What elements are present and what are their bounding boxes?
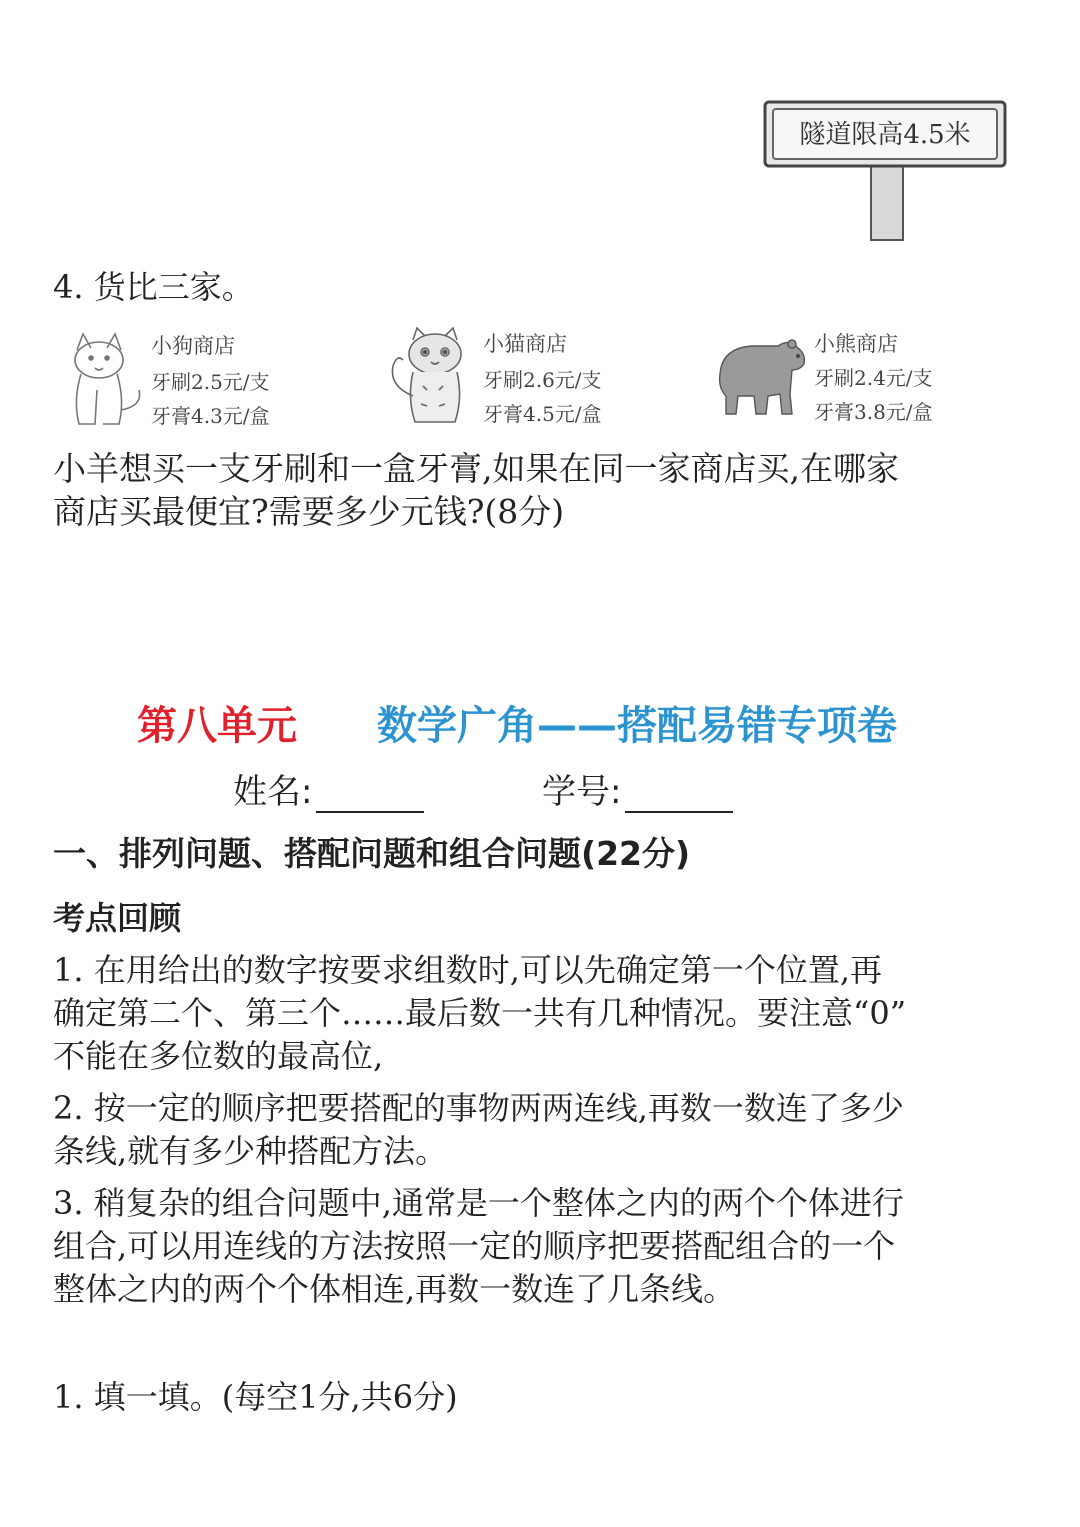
toothpaste-price: 牙膏4.5元/盒: [483, 402, 602, 426]
bear-icon: [712, 334, 808, 418]
cat-icon: [383, 326, 479, 426]
id-label: 学号:: [542, 772, 622, 812]
question-4-heading: 4. 货比三家。: [53, 268, 254, 306]
unit-label: 第八单元: [137, 703, 297, 749]
toothpaste-price: 牙膏4.3元/盒: [151, 404, 270, 428]
section-heading: 一、排列问题、搭配问题和组合问题(22分): [53, 834, 691, 873]
sign-text: 隧道限高4.5米: [799, 120, 971, 150]
name-label: 姓名:: [233, 772, 313, 812]
shop-name: 小猫商店: [483, 332, 567, 356]
question-1-heading: 1. 填一填。(每空1分,共6分): [53, 1378, 458, 1416]
review-line: 条线,就有多少种搭配方法。: [53, 1132, 448, 1170]
review-line: 3. 稍复杂的组合问题中,通常是一个整体之内的两个个体进行: [53, 1184, 904, 1222]
question-line: 小羊想买一支牙刷和一盒牙膏,如果在同一家商店买,在哪家: [53, 449, 899, 488]
toothpaste-price: 牙膏3.8元/盒: [814, 400, 933, 424]
review-point-1: [53, 949, 1038, 1078]
shop-dog: [55, 322, 345, 432]
toothbrush-price: 牙刷2.6元/支: [483, 368, 602, 392]
name-blank[interactable]: [316, 779, 424, 813]
question-4-text: [53, 447, 1033, 533]
shop-cat: [383, 322, 673, 432]
review-line: 2. 按一定的顺序把要搭配的事物两两连线,再数一数连了多少: [53, 1089, 904, 1127]
tunnel-height-sign: [763, 100, 1007, 242]
toothbrush-price: 牙刷2.4元/支: [814, 366, 933, 390]
shop-bear: [712, 322, 1012, 432]
name-field: [233, 764, 424, 813]
question-line: 商店买最便宜?需要多少元钱?(8分): [53, 492, 565, 531]
dog-icon: [55, 330, 147, 430]
shop-name: 小熊商店: [814, 332, 898, 356]
topic-label: 数学广角——搭配易错专项卷: [377, 703, 897, 749]
review-line: 1. 在用给出的数字按要求组数时,可以先确定第一个位置,再: [53, 951, 883, 989]
review-line: 组合,可以用连线的方法按照一定的顺序把要搭配组合的一个: [53, 1227, 896, 1265]
review-line: 整体之内的两个个体相连,再数一数连了几条线。: [53, 1270, 736, 1308]
review-heading: 考点回顾: [53, 899, 182, 937]
review-line: 确定第二个、第三个……最后数一共有几种情况。要注意“0”: [53, 994, 907, 1032]
review-point-3: [53, 1182, 1038, 1311]
student-id-field: [542, 764, 733, 813]
shop-name: 小狗商店: [151, 334, 235, 358]
id-blank[interactable]: [625, 779, 733, 813]
review-line: 不能在多位数的最高位,: [53, 1037, 384, 1075]
page-title: [0, 694, 1080, 750]
toothbrush-price: 牙刷2.5元/支: [151, 370, 270, 394]
review-point-2: [53, 1087, 1038, 1173]
